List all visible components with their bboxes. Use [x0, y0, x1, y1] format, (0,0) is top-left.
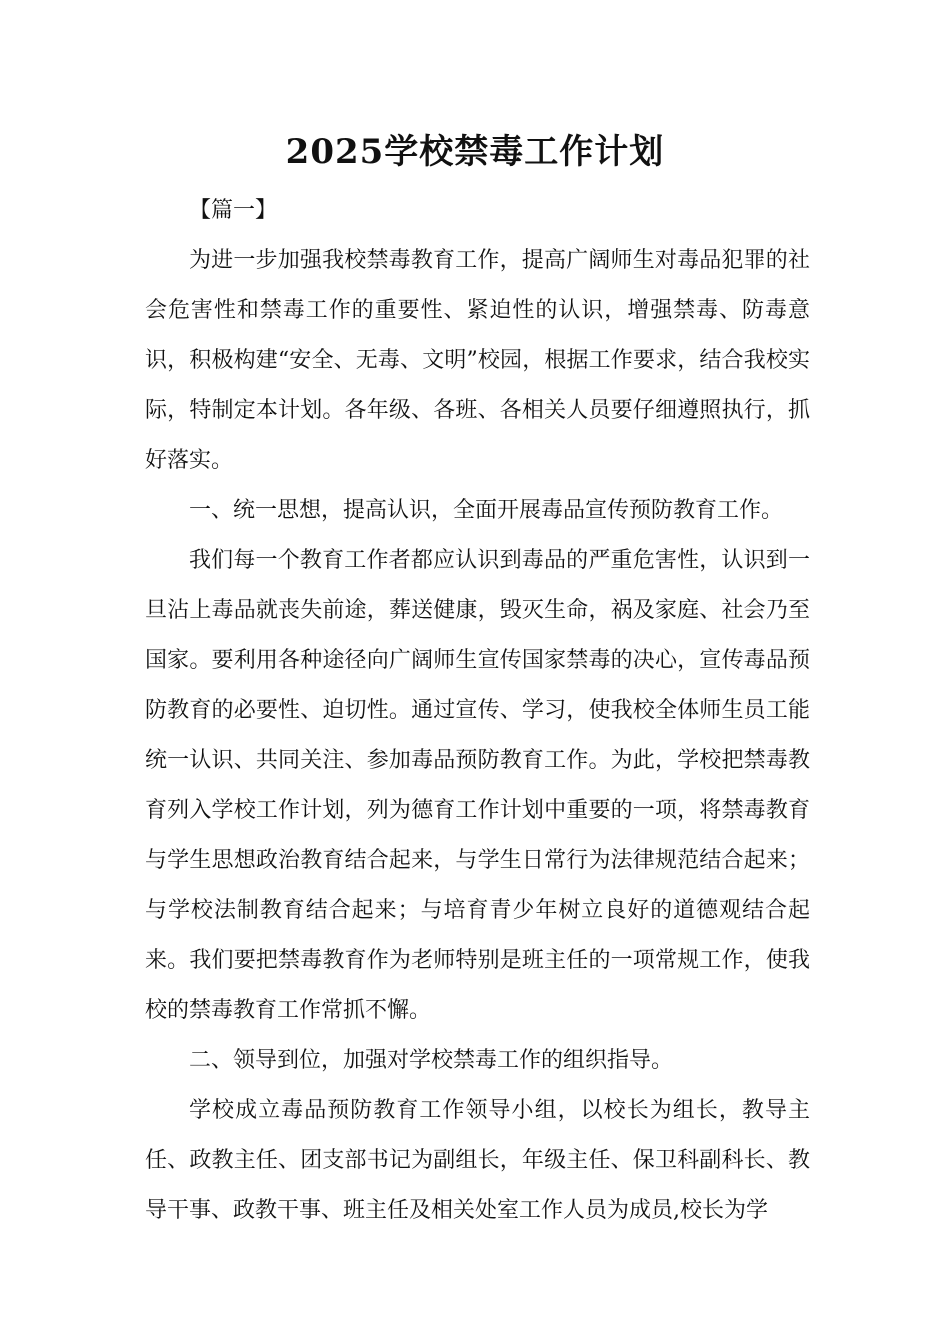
section-label: 【篇一】	[189, 198, 278, 223]
document-body	[145, 186, 810, 1236]
heading-section-2: 二、领导到位，加强对学校禁毒工作的组织指导。	[189, 1048, 674, 1073]
paragraph-section-1: 我们每一个教育工作者都应认识到毒品的严重危害性，认识到一旦沾上毒品就丧失前途，葬送健康，毁灭生命，祸及家庭、社会乃至国家。要利用各种途径向广阔师生宣传国家禁毒的决心，宣传毒品预防教育的必要性、迫切性。通过宣传、学习，使我校全体师生员工能统一认识、共同关注、参加毒品预防教育工作。为此，学校把禁毒教育列入学校工作计划，列为德育工作计划中重要的一项，将禁毒教育与学生思想政治教育结合起来，与学生日常行为法律规范结合起来；与学校法制教育结合起来；与培育青少年树立良好的道德观结合起来。我们要把禁毒教育作为老师特别是班主任的一项常规工作，使我校的禁毒教育工作常抓不懈。	[145, 548, 810, 1023]
paragraph-section-2: 学校成立毒品预防教育工作领导小组，以校长为组长，教导主任、政教主任、团支部书记为副组长，年级主任、保卫科副科长、教导干事、政教干事、班主任及相关处室工作人员为成员,校长为学	[145, 1098, 810, 1223]
document-title: 2025学校禁毒工作计划	[285, 132, 665, 172]
paragraph-intro: 为进一步加强我校禁毒教育工作，提高广阔师生对毒品犯罪的社会危害性和禁毒工作的重要性、紧迫性的认识，增强禁毒、防毒意识，积极构建“安全、无毒、文明”校园，根据工作要求，结合我校实际，特制定本计划。各年级、各班、各相关人员要仔细遵照执行，抓好落实。	[145, 248, 810, 473]
heading-section-1: 一、统一思想，提高认识，全面开展毒品宣传预防教育工作。	[189, 498, 784, 523]
